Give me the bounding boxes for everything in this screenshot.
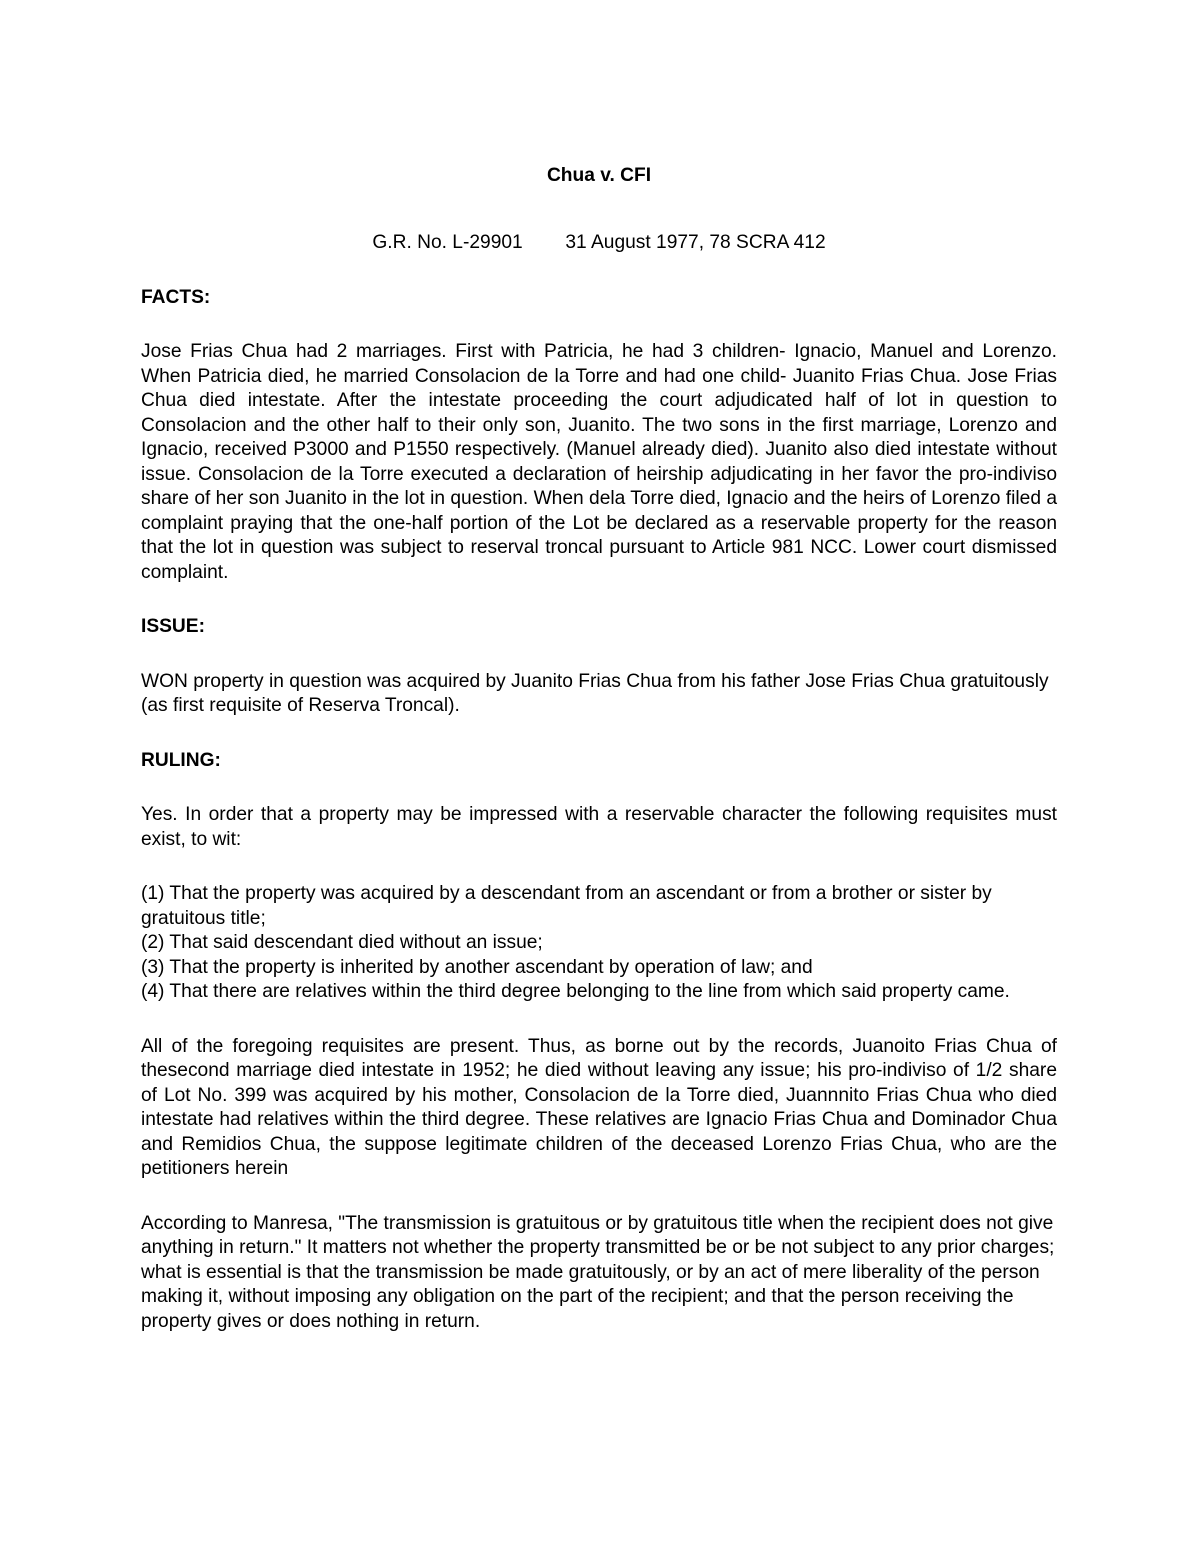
issue-heading: ISSUE: xyxy=(141,616,205,637)
facts-paragraph: Jose Frias Chua had 2 marriages. First with Patricia, he had 3 children- Ignacio, Manuel and Lorenzo. When Patricia died, he married Consolacion de la Torre and had one child- Juanito Frias Chua. Jose Frias Chua died intestate. After the intestate proceeding the court adjudicated half of lot in question to Consolacion and the other half to their only son, Juanito. The two sons in the first marriage, Lorenzo and Ignacio, received P3000 and P1550 respectively. (Manuel already died). Juanito also died intestate without issue. Consolacion de la Torre executed a declaration of heirship adjudicating in her favor the pro-indiviso share of her son Juanito in the lot in question. When dela Torre died, Ignacio and the heirs of Lorenzo filed a complaint praying that the one-half portion of the Lot be declared as a reservable property for the reason that the lot in question was subject to reserval troncal pursuant to Article 981 NCC. Lower court dismissed complaint. xyxy=(141,341,1057,583)
ruling-heading: RULING: xyxy=(141,749,221,771)
issue-paragraph: WON property in question was acquired by Juanito Frias Chua from his father Jose Frias Chua gratuitously (as first requisite of Reserva Troncal). xyxy=(141,670,1049,716)
document-body xyxy=(141,164,1057,1334)
requisite-item: (4) That there are relatives within the third degree belonging to the line from which said property came. xyxy=(141,981,1010,1002)
ruling-intro: Yes. In order that a property may be impressed with a reservable character the following requisites must exist, to wit: xyxy=(141,804,1057,850)
requisite-item: (2) That said descendant died without an issue; xyxy=(141,932,543,953)
case-citation: G.R. No. L-29901 31 August 1977, 78 SCRA 412 xyxy=(372,232,826,253)
requisite-item: (3) That the property is inherited by another ascendant by operation of law; and xyxy=(141,956,813,978)
requisites-list xyxy=(141,882,1057,1005)
facts-heading: FACTS: xyxy=(141,286,211,308)
case-title: Chua v. CFI xyxy=(546,165,652,186)
ruling-paragraph: According to Manresa, "The transmission is gratuitous or by gratuitous title when the recipient does not give anything in return." It matters not whether the property transmitted be or be not subject to any prior charges; what is essential is that the transmission be made gratuitously, or by an act of mere liberality of the person making it, without imposing any obligation on the part of the recipient; and that the person receiving the property gives or does nothing in return. xyxy=(141,1212,1055,1332)
requisite-item: (1) That the property was acquired by a descendant from an ascendant or from a brother or sister by gratuitous title; xyxy=(141,883,992,929)
ruling-paragraph: All of the foregoing requisites are present. Thus, as borne out by the records, Juanoito Frias Chua of thesecond marriage died intestate in 1952; he died without leaving any issue; his pro-indiviso of 1/2 share of Lot No. 399 was acquired by his mother, Consolacion de la Torre died, Juannnito Frias Chua who died intestate had relatives within the third degree. These relatives are Ignacio Frias Chua and Dominador Chua and Remidios Chua, the suppose legitimate children of the deceased Lorenzo Frias Chua, who are the petitioners herein xyxy=(141,1035,1057,1179)
